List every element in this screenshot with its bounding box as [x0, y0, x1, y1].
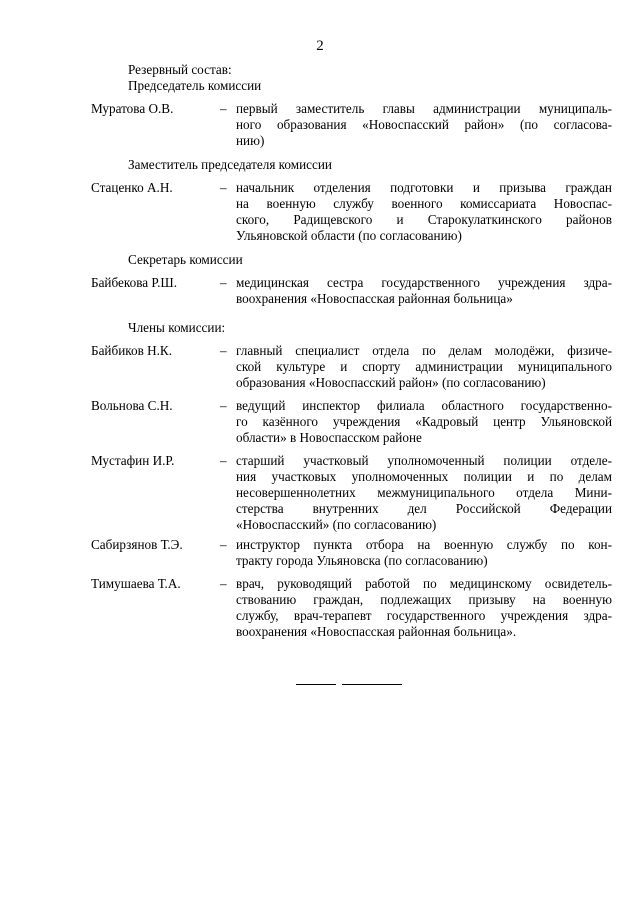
role-line: медицинская сестра государственного учреждения здра-: [236, 275, 612, 290]
closing-rule-right: [342, 684, 402, 685]
chair-heading: Председатель комиссии: [128, 78, 262, 93]
dash: –: [220, 576, 227, 591]
person-name: Сабирзянов Т.Э.: [91, 537, 183, 552]
role-line: области» в Новоспасском районе: [236, 430, 422, 445]
members-heading: Члены комиссии:: [128, 320, 226, 335]
dash: –: [220, 343, 227, 358]
person-name: Мустафин И.Р.: [91, 453, 175, 468]
role-line: го казённого учреждения «Кадровый центр Ульяновской: [236, 414, 612, 429]
person-role: [236, 398, 612, 446]
person-role: [236, 453, 612, 533]
role-line: ствованию граждан, подлежащих призыву на военную: [236, 592, 612, 607]
dash: –: [220, 453, 227, 468]
dash: –: [220, 101, 227, 116]
role-line: старший участковый уполномоченный полиции отделе-: [236, 453, 612, 468]
role-line: ской культуре и спорту администрации муниципального: [236, 359, 612, 374]
role-line: образования «Новоспасский район» (по согласованию): [236, 375, 546, 390]
dash: –: [220, 398, 227, 413]
role-line: тракту города Ульяновска (по согласованию): [236, 553, 488, 568]
person-role: [236, 537, 612, 569]
dash: –: [220, 537, 227, 552]
person-role: [236, 101, 612, 149]
role-line: воохранения «Новоспасская районная больница».: [236, 624, 517, 639]
person-name: Вольнова С.Н.: [91, 398, 173, 413]
page-number: 2: [316, 38, 324, 54]
role-line: ного образования «Новоспасский район» (по согласова-: [236, 117, 612, 132]
person-name: Байбиков Н.К.: [91, 343, 173, 358]
role-line: стерства внутренних дел Российской Федерации: [236, 501, 612, 516]
role-line: «Новоспасский» (по согласованию): [236, 517, 437, 532]
reserve-heading: Резервный состав:: [128, 62, 232, 77]
role-line: нию): [236, 133, 265, 148]
person-role: [236, 180, 612, 244]
role-line: главный специалист отдела по делам молодёжи, физиче-: [236, 343, 612, 358]
person-role: [236, 343, 612, 391]
person-name: Стаценко А.Н.: [91, 180, 173, 195]
person-name: Тимушаева Т.А.: [91, 576, 181, 591]
role-line: воохранения «Новоспасская районная больница»: [236, 291, 513, 306]
person-role: [236, 275, 612, 307]
dash: –: [220, 180, 227, 195]
deputy-heading: Заместитель председателя комиссии: [128, 157, 332, 172]
role-line: начальник отделения подготовки и призыва граждан: [236, 180, 612, 195]
role-line: Ульяновской области (по согласованию): [236, 228, 462, 243]
secretary-heading: Секретарь комиссии: [128, 252, 243, 267]
closing-rule-left: [296, 684, 336, 685]
dash: –: [220, 275, 227, 290]
role-line: ведущий инспектор филиала областного государственно-: [236, 398, 612, 413]
role-line: ского, Радищевского и Старокулаткинского районов: [236, 212, 612, 227]
role-line: службу, врач-терапевт государственного учреждения здра-: [236, 608, 612, 623]
person-name: Байбекова Р.Ш.: [91, 275, 177, 290]
role-line: несовершеннолетних межмуниципального отдела Мини-: [236, 485, 612, 500]
person-name: Муратова О.В.: [91, 101, 174, 116]
role-line: ния участковых уполномоченных полиции и по делам: [236, 469, 612, 484]
role-line: на военную службу военного комиссариата Новоспас-: [236, 196, 612, 211]
role-line: инструктор пункта отбора на военную службу по кон-: [236, 537, 612, 552]
role-line: врач, руководящий работой по медицинскому освидетель-: [236, 576, 612, 591]
person-role: [236, 576, 612, 640]
role-line: первый заместитель главы администрации муниципаль-: [236, 101, 612, 116]
